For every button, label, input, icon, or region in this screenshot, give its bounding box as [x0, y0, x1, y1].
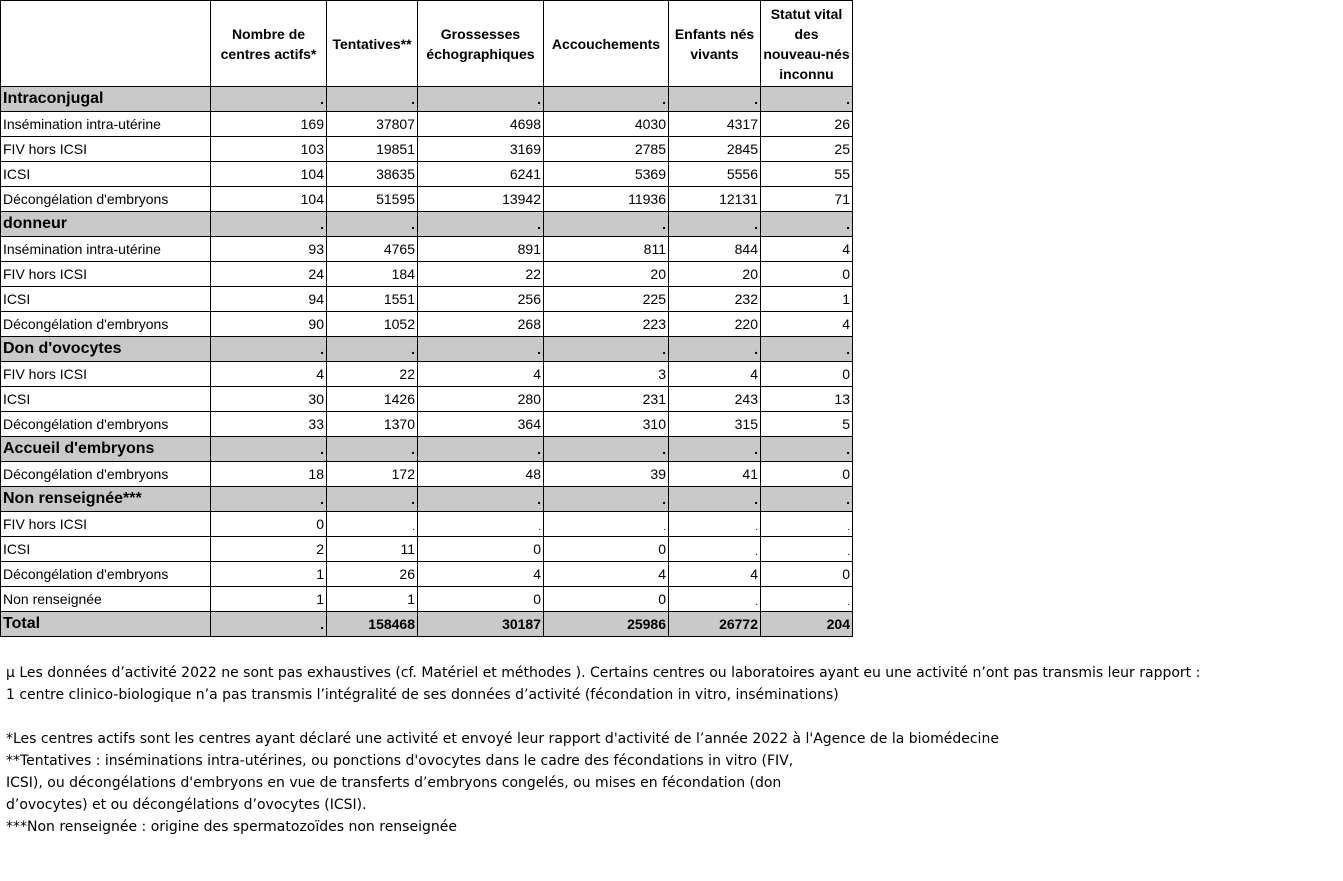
table-cell: . [211, 337, 327, 362]
table-cell: 4 [211, 362, 327, 387]
table-cell: 231 [544, 387, 669, 412]
table-cell: 20 [669, 262, 761, 287]
table-cell: 25 [761, 137, 853, 162]
table-cell: 256 [418, 287, 544, 312]
table-cell: . [418, 212, 544, 237]
table-cell: . [211, 487, 327, 512]
table-row [1, 562, 853, 587]
note-mu-line-1: µ Les données d’activité 2022 ne sont pas exhaustives (cf. Matériel et méthodes ). Certains centres ou laboratoires ayant eu une activité n’ont pas transmis leur rapport : [6, 665, 1201, 681]
table-cell: 1551 [327, 287, 418, 312]
table-cell: . [327, 512, 418, 537]
table-cell: 1 [327, 587, 418, 612]
table-cell: . [327, 212, 418, 237]
column-header: Enfants nés vivants [669, 1, 761, 87]
table-cell: 0 [544, 537, 669, 562]
note-attempts-line-2: ICSI), ou décongélations d'embryons en vue de transferts d’embryons congelés, ou mises en fécondation (don [6, 775, 782, 791]
table-cell: 1 [211, 587, 327, 612]
table-cell: 13 [761, 387, 853, 412]
table-cell: 18 [211, 462, 327, 487]
table-cell: 184 [327, 262, 418, 287]
table-cell: 243 [669, 387, 761, 412]
table-cell: 315 [669, 412, 761, 437]
table-row [1, 137, 853, 162]
table-cell: 2785 [544, 137, 669, 162]
table-cell: 4765 [327, 237, 418, 262]
table-cell: 4 [418, 562, 544, 587]
row-label: Décongélation d'embryons [1, 187, 211, 212]
table-cell: . [211, 612, 327, 637]
table-cell: 26 [761, 112, 853, 137]
table-cell: . [544, 487, 669, 512]
table-cell: 90 [211, 312, 327, 337]
row-label: ICSI [1, 537, 211, 562]
section-label: Intraconjugal [1, 87, 211, 112]
table-cell: . [418, 437, 544, 462]
table-cell: . [669, 437, 761, 462]
table-cell: 5 [761, 412, 853, 437]
row-label: ICSI [1, 387, 211, 412]
table-cell: . [761, 87, 853, 112]
table-cell: 104 [211, 187, 327, 212]
table-cell: 223 [544, 312, 669, 337]
table-cell: . [761, 512, 853, 537]
table-cell: 310 [544, 412, 669, 437]
table-cell: 41 [669, 462, 761, 487]
table-cell: 25986 [544, 612, 669, 637]
table-cell: 1370 [327, 412, 418, 437]
table-row [1, 537, 853, 562]
table-row [1, 237, 853, 262]
header-row [1, 1, 853, 87]
section-header-row [1, 212, 853, 237]
row-label: FIV hors ICSI [1, 137, 211, 162]
table-cell: 30 [211, 387, 327, 412]
column-header: Nombre de centres actifs* [211, 1, 327, 87]
table-cell: . [327, 437, 418, 462]
section-label: Accueil d'embryons [1, 437, 211, 462]
table-cell: . [211, 212, 327, 237]
table-cell: 891 [418, 237, 544, 262]
row-label: Insémination intra-utérine [1, 112, 211, 137]
table-cell: . [544, 212, 669, 237]
table-cell: 158468 [327, 612, 418, 637]
total-row [1, 612, 853, 637]
table-cell: 26 [327, 562, 418, 587]
table-row [1, 587, 853, 612]
section-header-row [1, 337, 853, 362]
table-cell: 24 [211, 262, 327, 287]
table-row [1, 187, 853, 212]
table-cell: 3 [544, 362, 669, 387]
table-cell: 811 [544, 237, 669, 262]
table-cell: 38635 [327, 162, 418, 187]
table-cell: 11 [327, 537, 418, 562]
note-unknown-origin: ***Non renseignée : origine des spermatozoïdes non renseignée [6, 819, 457, 835]
table-cell: 4030 [544, 112, 669, 137]
header-corner-cell [1, 1, 211, 87]
table-cell: 225 [544, 287, 669, 312]
row-label: Décongélation d'embryons [1, 312, 211, 337]
table-cell: 55 [761, 162, 853, 187]
table-row [1, 112, 853, 137]
table-cell: 22 [418, 262, 544, 287]
table-cell: 13942 [418, 187, 544, 212]
table-cell: 104 [211, 162, 327, 187]
table-cell: 0 [418, 587, 544, 612]
table-cell: . [327, 87, 418, 112]
table-cell: . [418, 337, 544, 362]
row-label: ICSI [1, 162, 211, 187]
table-cell: 2845 [669, 137, 761, 162]
table-cell: 280 [418, 387, 544, 412]
section-header-row [1, 487, 853, 512]
table-cell: . [418, 87, 544, 112]
table-cell: 4 [544, 562, 669, 587]
table-cell: 0 [418, 537, 544, 562]
note-active-centres: *Les centres actifs sont les centres ayant déclaré une activité et envoyé leur rapport d'activité de l’année 2022 à l'Agence de la biomédecine [6, 731, 999, 747]
section-label: Don d'ovocytes [1, 337, 211, 362]
table-cell: . [211, 87, 327, 112]
table-cell: . [669, 337, 761, 362]
table-cell: . [418, 512, 544, 537]
section-header-row [1, 87, 853, 112]
table-cell: . [761, 587, 853, 612]
table-cell: 204 [761, 612, 853, 637]
section-label: Non renseignée*** [1, 487, 211, 512]
table-cell: . [669, 212, 761, 237]
table-cell: 0 [761, 462, 853, 487]
table-cell: 0 [211, 512, 327, 537]
table-cell: . [327, 337, 418, 362]
table-row [1, 262, 853, 287]
table-cell: 4 [669, 562, 761, 587]
column-header: Grossesses échographiques [418, 1, 544, 87]
row-label: ICSI [1, 287, 211, 312]
table-cell: . [544, 437, 669, 462]
table-row [1, 362, 853, 387]
table-cell: 1052 [327, 312, 418, 337]
column-header: Statut vital des nouveau-nés inconnu [761, 1, 853, 87]
table-cell: 169 [211, 112, 327, 137]
table-cell: . [761, 487, 853, 512]
section-header-row [1, 437, 853, 462]
table-cell: . [761, 537, 853, 562]
table-body [1, 87, 853, 637]
table-cell: 4 [761, 237, 853, 262]
table-cell: 6241 [418, 162, 544, 187]
table-cell: 39 [544, 462, 669, 487]
table-row [1, 312, 853, 337]
table-cell: . [761, 212, 853, 237]
table-cell: 103 [211, 137, 327, 162]
row-label: Décongélation d'embryons [1, 562, 211, 587]
footnotes [6, 662, 1336, 838]
section-label: donneur [1, 212, 211, 237]
table-cell: . [669, 537, 761, 562]
table-cell: 4317 [669, 112, 761, 137]
table-cell: 12131 [669, 187, 761, 212]
table-cell: 364 [418, 412, 544, 437]
table-cell: 51595 [327, 187, 418, 212]
row-label: Décongélation d'embryons [1, 412, 211, 437]
table-row [1, 162, 853, 187]
table-cell: . [761, 437, 853, 462]
table-cell: 37807 [327, 112, 418, 137]
table-cell: 4 [669, 362, 761, 387]
table-cell: 220 [669, 312, 761, 337]
table-cell: . [669, 487, 761, 512]
row-label: Insémination intra-utérine [1, 237, 211, 262]
table-cell: . [669, 87, 761, 112]
table-cell: . [761, 337, 853, 362]
table-row [1, 512, 853, 537]
row-label: FIV hors ICSI [1, 362, 211, 387]
column-header: Tentatives** [327, 1, 418, 87]
note-attempts-line-3: d’ovocytes) et ou décongélations d’ovocytes (ICSI). [6, 797, 367, 813]
row-label: Décongélation d'embryons [1, 462, 211, 487]
table-cell: 30187 [418, 612, 544, 637]
table-cell: . [669, 587, 761, 612]
table-cell: 94 [211, 287, 327, 312]
table-cell: 3169 [418, 137, 544, 162]
table-cell: 4 [418, 362, 544, 387]
table-cell: . [418, 487, 544, 512]
table-cell: 844 [669, 237, 761, 262]
table-cell: . [544, 337, 669, 362]
table-cell: 33 [211, 412, 327, 437]
note-attempts-line-1: **Tentatives : inséminations intra-utérines, ou ponctions d'ovocytes dans le cadre des fécondations in vitro (FIV, [6, 753, 794, 769]
table-cell: 26772 [669, 612, 761, 637]
table-cell: 19851 [327, 137, 418, 162]
table-cell: 93 [211, 237, 327, 262]
row-label: Non renseignée [1, 587, 211, 612]
table-cell: . [544, 87, 669, 112]
table-cell: 5556 [669, 162, 761, 187]
table-cell: 0 [761, 262, 853, 287]
table-cell: 4 [761, 312, 853, 337]
table-cell: 2 [211, 537, 327, 562]
table-cell: 1426 [327, 387, 418, 412]
table-cell: 20 [544, 262, 669, 287]
table-cell: 71 [761, 187, 853, 212]
table-cell: 11936 [544, 187, 669, 212]
table-cell: . [211, 437, 327, 462]
total-label: Total [1, 612, 211, 637]
table-cell: . [544, 512, 669, 537]
activity-table [0, 0, 853, 637]
column-header: Accouchements [544, 1, 669, 87]
table-cell: . [327, 487, 418, 512]
row-label: FIV hors ICSI [1, 512, 211, 537]
table-cell: 172 [327, 462, 418, 487]
table-cell: 5369 [544, 162, 669, 187]
table-cell: 232 [669, 287, 761, 312]
table-cell: 268 [418, 312, 544, 337]
table-cell: 1 [761, 287, 853, 312]
table-row [1, 387, 853, 412]
row-label: FIV hors ICSI [1, 262, 211, 287]
table-cell: . [669, 512, 761, 537]
table-cell: 0 [761, 362, 853, 387]
table-cell: 0 [761, 562, 853, 587]
table-cell: 0 [544, 587, 669, 612]
table-cell: 4698 [418, 112, 544, 137]
table-row [1, 462, 853, 487]
note-mu-line-2: 1 centre clinico-biologique n’a pas transmis l’intégralité de ses données d’activité (fécondation in vitro, inséminations) [6, 687, 839, 703]
table-cell: 48 [418, 462, 544, 487]
table-row [1, 287, 853, 312]
table-cell: 22 [327, 362, 418, 387]
table-cell: 1 [211, 562, 327, 587]
table-row [1, 412, 853, 437]
